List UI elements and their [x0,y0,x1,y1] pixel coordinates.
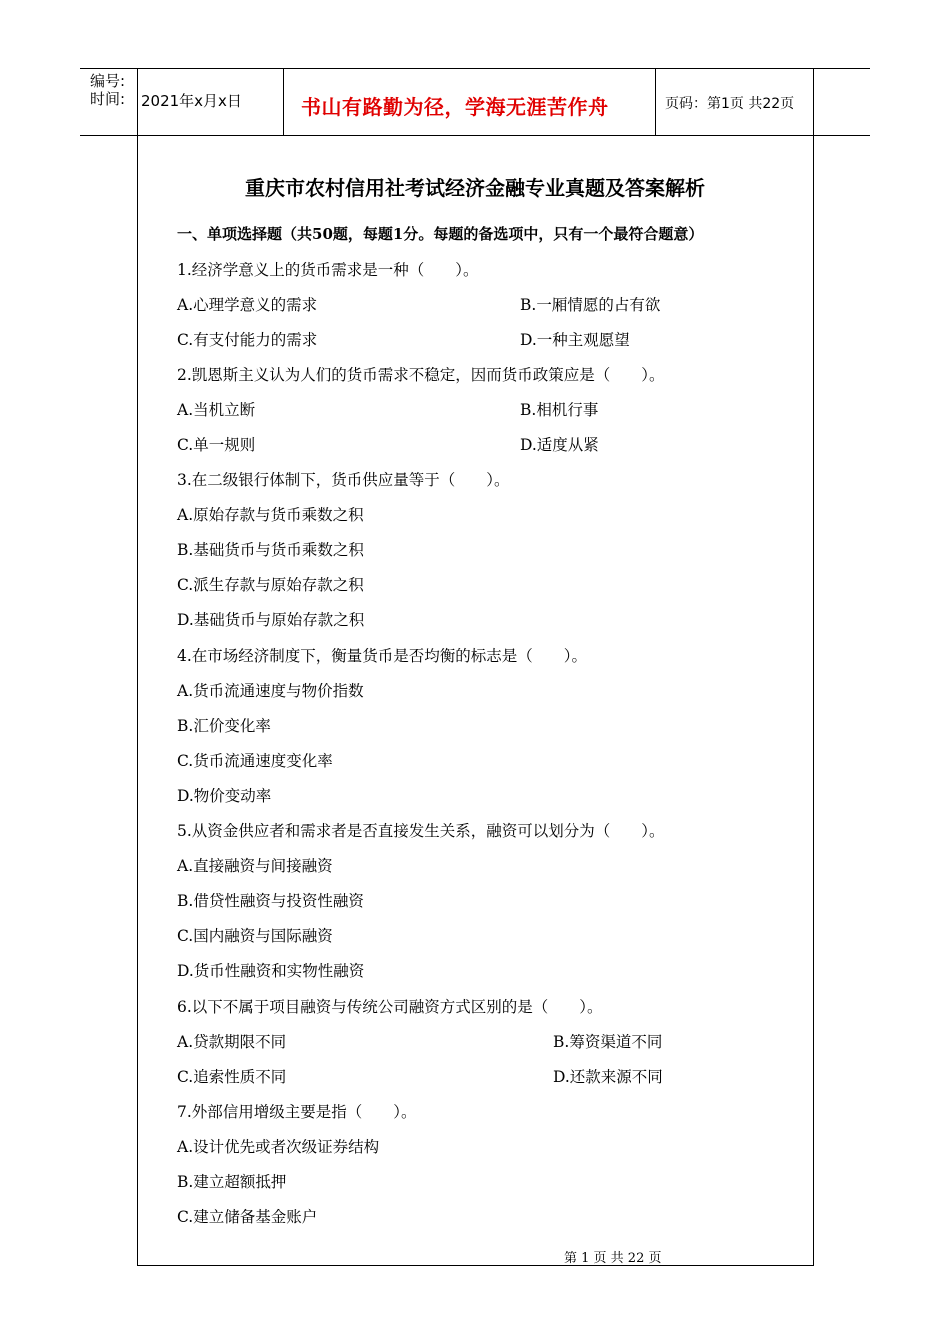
page-border-bottom [137,1265,814,1266]
option: B.相机行事 [520,401,599,419]
option: A.设计优先或者次级证券结构 [177,1138,380,1156]
option: D.还款来源不同 [553,1068,663,1086]
option: C.货币流通速度变化率 [177,752,333,770]
section-heading: 一、单项选择题（共50题，每题1分。每题的备选项中，只有一个最符合题意） [177,225,704,243]
question-stem: 5.从资金供应者和需求者是否直接发生关系，融资可以划分为（ ）。 [177,822,665,840]
question-stem: 1.经济学意义上的货币需求是一种（ ）。 [177,261,479,279]
question-stem: 7.外部信用增级主要是指（ ）。 [177,1103,417,1121]
option: A.贷款期限不同 [177,1033,287,1051]
option: D.基础货币与原始存款之积 [177,611,365,629]
option: C.追索性质不同 [177,1068,287,1086]
time-label: 时间: [90,90,126,108]
number-label: 编号: [90,72,126,90]
option: B.汇价变化率 [177,717,271,735]
question-stem: 3.在二级银行体制下，货币供应量等于（ ）。 [177,471,510,489]
header-bottom-rule [80,135,870,136]
header-divider-1 [283,68,284,136]
option: C.国内融资与国际融资 [177,927,333,945]
option: B.筹资渠道不同 [553,1033,663,1051]
option: A.当机立断 [177,401,256,419]
option: D.一种主观愿望 [520,331,630,349]
date-field: 2021年x月x日 [141,92,242,110]
header-top-rule [80,68,870,69]
option: B.一厢情愿的占有欲 [520,296,661,314]
header-divider-2 [655,68,656,136]
option: A.货币流通速度与物价指数 [177,682,364,700]
page-info: 页码：第1页 共22页 [665,96,795,112]
option: B.建立超额抵押 [177,1173,287,1191]
option: B.借贷性融资与投资性融资 [177,892,364,910]
page-footer: 第 1 页 共 22 页 [564,1251,662,1266]
option: D.适度从紧 [520,436,599,454]
motto-banner: 书山有路勤为径，学海无涯苦作舟 [301,95,609,119]
page-border-right [813,68,814,1266]
question-stem: 6.以下不属于项目融资与传统公司融资方式区别的是（ ）。 [177,998,603,1016]
option: D.货币性融资和实物性融资 [177,962,365,980]
option: C.有支付能力的需求 [177,331,318,349]
option: A.直接融资与间接融资 [177,857,333,875]
option: A.原始存款与货币乘数之积 [177,506,364,524]
question-stem: 4.在市场经济制度下，衡量货币是否均衡的标志是（ ）。 [177,647,588,665]
option: C.单一规则 [177,436,256,454]
option: D.物价变动率 [177,787,272,805]
option: C.建立储备基金账户 [177,1208,318,1226]
option: A.心理学意义的需求 [177,296,318,314]
document-title: 重庆市农村信用社考试经济金融专业真题及答案解析 [245,176,705,200]
page-border-left [137,68,138,1266]
option: C.派生存款与原始存款之积 [177,576,364,594]
option: B.基础货币与货币乘数之积 [177,541,364,559]
question-stem: 2.凯恩斯主义认为人们的货币需求不稳定，因而货币政策应是（ ）。 [177,366,665,384]
